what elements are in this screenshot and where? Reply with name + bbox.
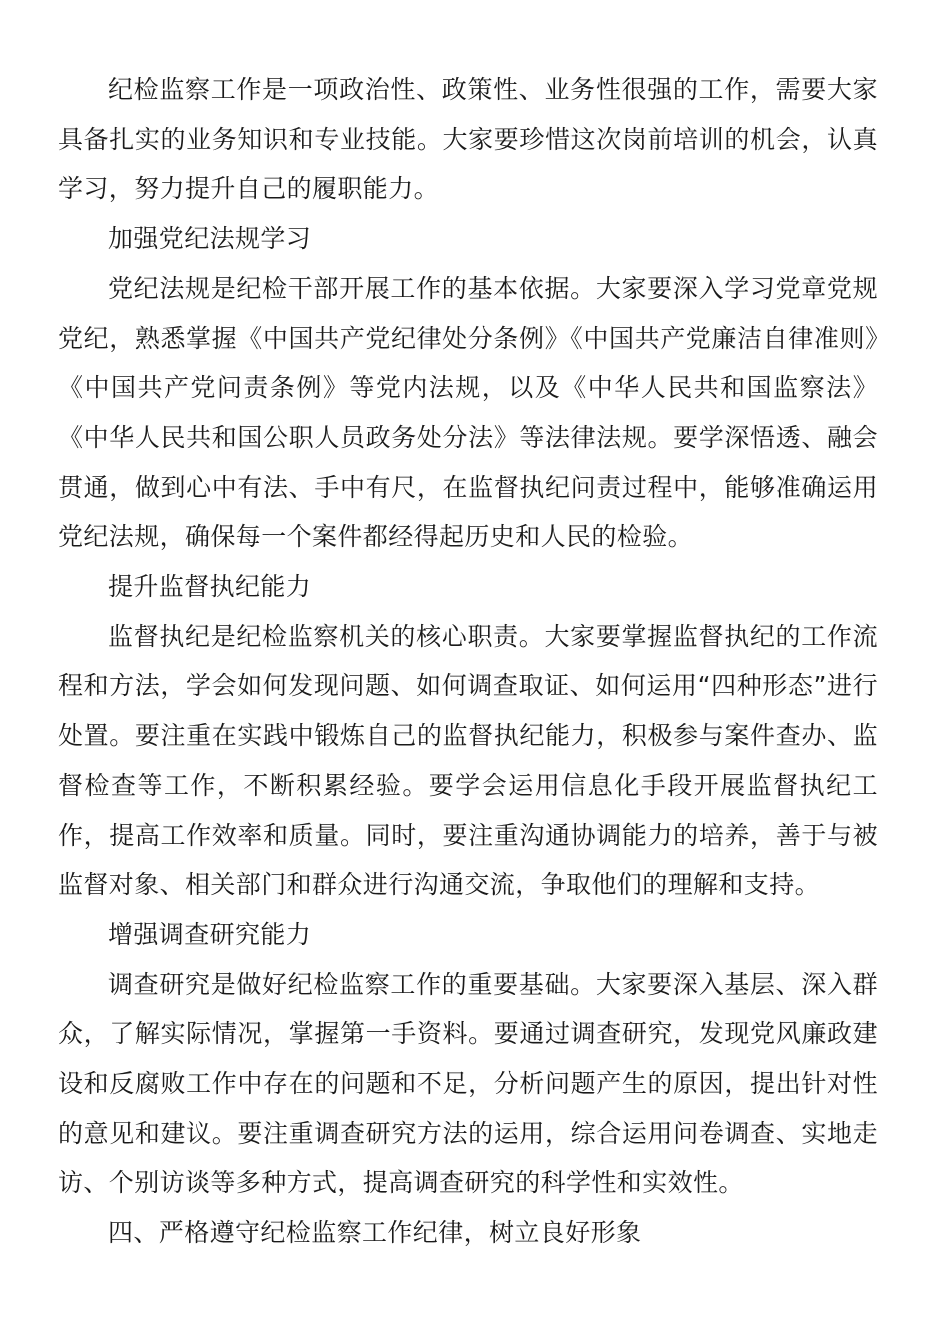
section-heading-discipline: 四、严格遵守纪检监察工作纪律，树立良好形象 bbox=[108, 1218, 642, 1248]
document-body bbox=[58, 65, 878, 1258]
paragraph-intro: 纪检监察工作是一项政治性、政策性、业务性很强的工作，需要大家具备扎实的业务知识和专业技能。大家要珍惜这次岗前培训的机会，认真学习，努力提升自己的履职能力。 bbox=[58, 75, 878, 204]
section-heading-party-rules: 加强党纪法规学习 bbox=[108, 224, 312, 254]
section-heading-research: 增强调查研究能力 bbox=[108, 919, 312, 949]
section-heading-supervision: 提升监督执纪能力 bbox=[108, 572, 312, 602]
paragraph-research: 调查研究是做好纪检监察工作的重要基础。大家要深入基层、深入群众，了解实际情况，掌握第一手资料。要通过调查研究，发现党风廉政建设和反腐败工作中存在的问题和不足，分析问题产生的原因，提出针对性的意见和建议。要注重调查研究方法的运用，综合运用问卷调查、实地走访、个别访谈等多种方式，提高调查研究的科学性和实效性。 bbox=[58, 969, 878, 1198]
paragraph-supervision: 监督执纪是纪检监察机关的核心职责。大家要掌握监督执纪的工作流程和方法，学会如何发现问题、如何调查取证、如何运用“四种形态”进行处置。要注重在实践中锻炼自己的监督执纪能力，积极参与案件查办、监督检查等工作，不断积累经验。要学会运用信息化手段开展监督执纪工作，提高工作效率和质量。同时，要注重沟通协调能力的培养，善于与被监督对象、相关部门和群众进行沟通交流，争取他们的理解和支持。 bbox=[58, 621, 878, 900]
paragraph-party-rules: 党纪法规是纪检干部开展工作的基本依据。大家要深入学习党章党规党纪，熟悉掌握《中国共产党纪律处分条例》《中国共产党廉洁自律准则》《中国共产党问责条例》等党内法规，以及《中华人民共和国监察法》《中华人民共和国公职人员政务处分法》等法律法规。要学深悟透、融会贯通，做到心中有法、手中有尺，在监督执纪问责过程中，能够准确运用党纪法规，确保每一个案件都经得起历史和人民的检验。 bbox=[58, 273, 878, 552]
